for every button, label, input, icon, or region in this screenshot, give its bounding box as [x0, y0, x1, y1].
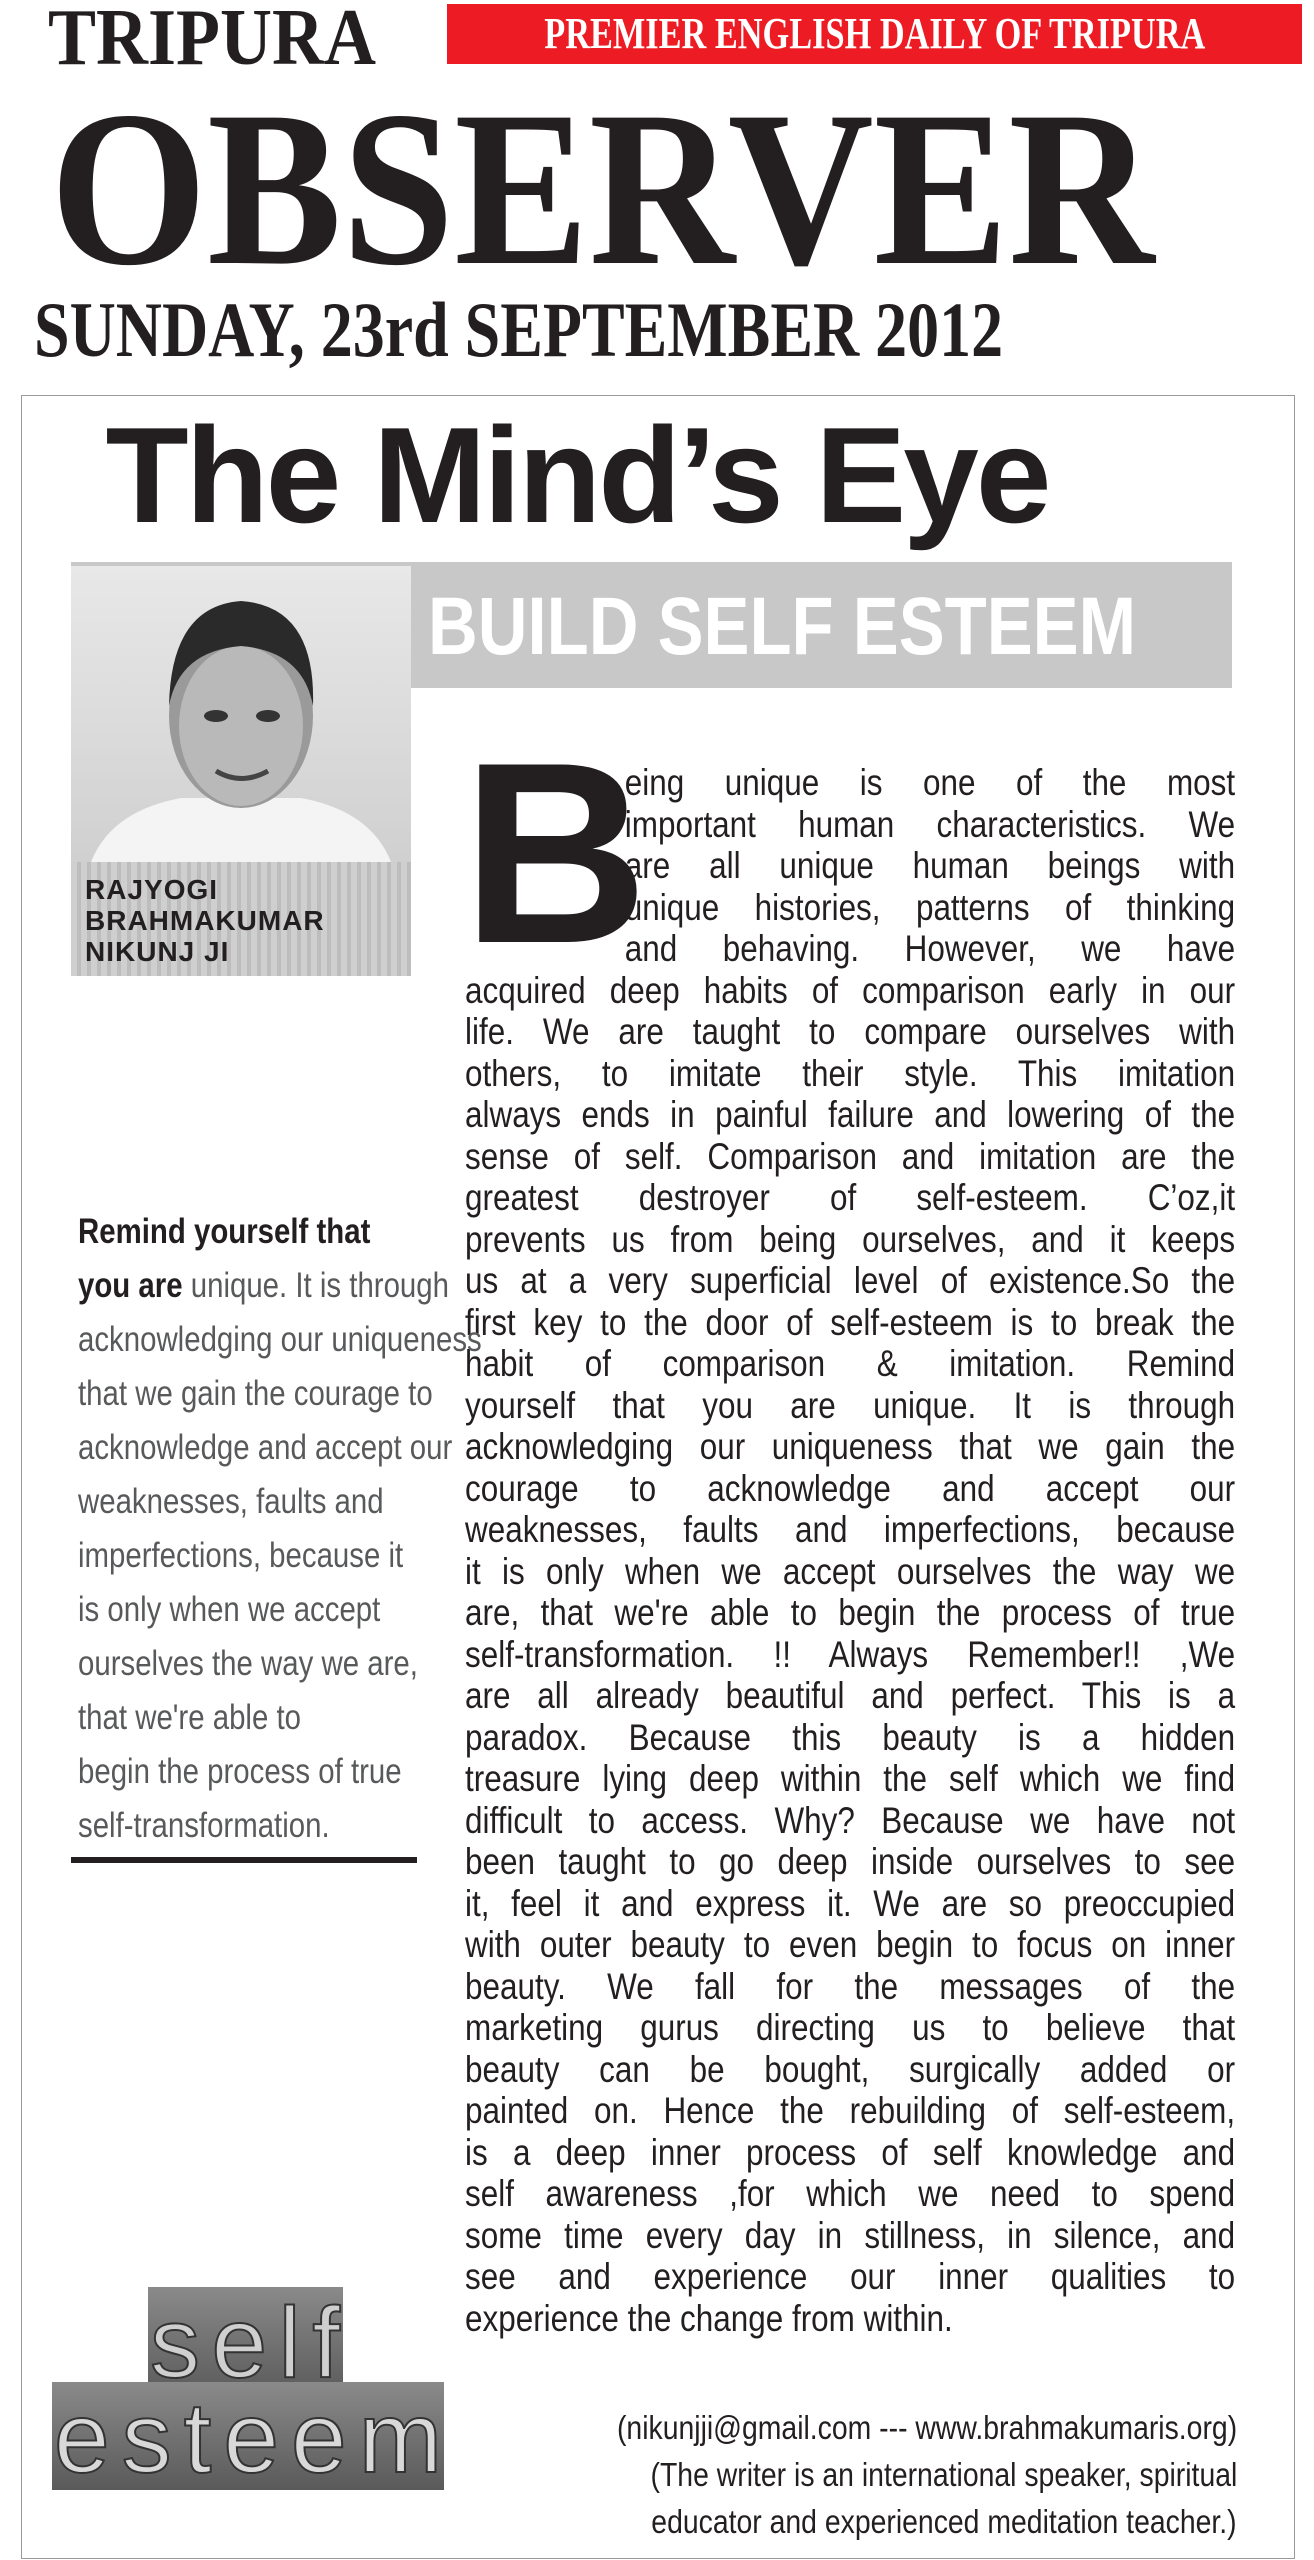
bio-line: educator and experienced meditation teacher.): [651, 2503, 1237, 2540]
author-name-line: NIKUNJ JI: [85, 936, 230, 967]
self-esteem-letterpress-image: [50, 2282, 445, 2492]
body-line: some time every day in stillness, in silence, and: [465, 2214, 1236, 2256]
body-line: paradox. Because this beauty is a hidden: [465, 1716, 1236, 1758]
body-line: marketing gurus directing us to believe that: [465, 2007, 1236, 2048]
body-line: weaknesses, faults and imperfections, because: [465, 1509, 1236, 1550]
body-line: unique histories, patterns of thinking: [624, 886, 1236, 928]
body-line: and behaving. However, we have: [624, 928, 1236, 969]
contact-line: (nikunjji@gmail.com --- www.brahmakumaris.org): [616, 2409, 1237, 2446]
pull-quote-line: ourselves the way we are,: [78, 1644, 418, 1683]
bio-line: (The writer is an international speaker, spiritual: [650, 2456, 1237, 2493]
pull-quote-line: begin the process of true: [78, 1752, 402, 1791]
pull-quote-line: acknowledging our uniqueness: [78, 1320, 482, 1359]
body-line: yourself that you are unique. It is through: [465, 1384, 1236, 1426]
pull-quote-text: unique. It is through: [182, 1266, 449, 1305]
body-line: first key to the door of self-esteem is to break the: [465, 1301, 1236, 1343]
column-title: [0, 399, 1314, 551]
body-line: painted on. Hence the rebuilding of self-esteem,: [465, 2090, 1236, 2131]
pull-quote-line: imperfections, because it: [78, 1536, 404, 1575]
body-line: habit of comparison & imitation. Remind: [465, 1343, 1236, 1384]
body-line: acquired deep habits of comparison early in our: [465, 969, 1236, 1011]
body-line: it is only when we accept ourselves the way we: [465, 1550, 1236, 1592]
author-contact: [440, 2404, 1237, 2545]
body-line: always ends in painful failure and lowering of the: [465, 1094, 1236, 1135]
body-line: is a deep inner process of self knowledge and: [465, 2131, 1236, 2173]
masthead-title: [50, 66, 1303, 312]
pull-quote-line: is only when we accept: [78, 1590, 381, 1629]
masthead-tagline: PREMIER ENGLISH DAILY OF TRIPURA: [543, 9, 1206, 58]
pull-quote-lead: you are: [78, 1266, 183, 1305]
body-line: beauty can be bought, surgically added or: [465, 2048, 1236, 2090]
pull-quote: [78, 1205, 482, 1853]
pull-quote-rule: [71, 1857, 417, 1863]
body-line: self-transformation. !! Always Remember!! ,We: [465, 1633, 1236, 1675]
masthead-region: TRIPURA: [48, 0, 377, 82]
body-line: treasure lying deep within the self which we find: [465, 1758, 1236, 1799]
masthead-tagline-banner: [447, 4, 1302, 64]
pull-quote-line: that we're able to: [78, 1698, 301, 1737]
body-line: are, that we're able to begin the process of true: [465, 1592, 1236, 1633]
pull-quote-lead: Remind yourself that: [78, 1212, 371, 1251]
body-line: with outer beauty to even begin to focus on inner: [465, 1924, 1236, 1965]
body-line: life. We are taught to compare ourselves with: [465, 1011, 1236, 1052]
author-name-box: [71, 862, 411, 976]
issue-date: SUNDAY, 23rd SEPTEMBER 2012: [34, 286, 1004, 373]
body-line: others, to imitate their style. This imitation: [465, 1052, 1236, 1094]
body-line: it, feel it and express it. We are so preoccupied: [465, 1882, 1236, 1924]
author-name-line: BRAHMAKUMAR: [85, 905, 325, 936]
image-word-self: self: [150, 2287, 340, 2399]
column-title-text: The Mind’s Eye: [105, 399, 1049, 551]
body-line: courage to acknowledge and accept our: [465, 1467, 1236, 1509]
body-line: acknowledging our uniqueness that we gain the: [465, 1426, 1236, 1467]
body-line: beauty. We fall for the messages of the: [465, 1965, 1236, 2007]
body-line: eing unique is one of the most: [624, 762, 1236, 803]
body-line: difficult to access. Why? Because we have not: [465, 1799, 1236, 1841]
body-line: been taught to go deep inside ourselves to see: [465, 1841, 1236, 1882]
headline: BUILD SELF ESTEEM: [428, 581, 1136, 672]
body-line: self awareness ,for which we need to spend: [465, 2173, 1236, 2214]
pull-quote-line: weaknesses, faults and: [78, 1482, 384, 1521]
drop-cap: B: [462, 708, 649, 997]
author-photo: [71, 566, 411, 862]
masthead-name: OBSERVER: [50, 66, 1155, 312]
article-body: [465, 762, 1235, 2339]
body-line: see and experience our inner qualities to: [465, 2256, 1236, 2297]
pull-quote-line: self-transformation.: [78, 1806, 330, 1845]
body-line: are all unique human beings with: [624, 845, 1236, 886]
body-line: are all already beautiful and perfect. This is a: [465, 1675, 1236, 1716]
body-line: experience the change from within.: [465, 2297, 953, 2339]
body-line: prevents us from being ourselves, and it keeps: [465, 1218, 1236, 1260]
body-line: greatest destroyer of self-esteem. C’oz,it: [465, 1177, 1236, 1218]
image-word-esteem: esteem: [54, 2382, 442, 2492]
body-line: us at a very superficial level of existence.So the: [465, 1260, 1236, 1301]
author-title: RAJYOGI: [85, 874, 219, 905]
pull-quote-line: that we gain the courage to: [78, 1374, 433, 1413]
pull-quote-line: acknowledge and accept our: [78, 1428, 453, 1467]
body-line: sense of self. Comparison and imitation are the: [465, 1135, 1236, 1177]
body-line: important human characteristics. We: [624, 803, 1236, 845]
